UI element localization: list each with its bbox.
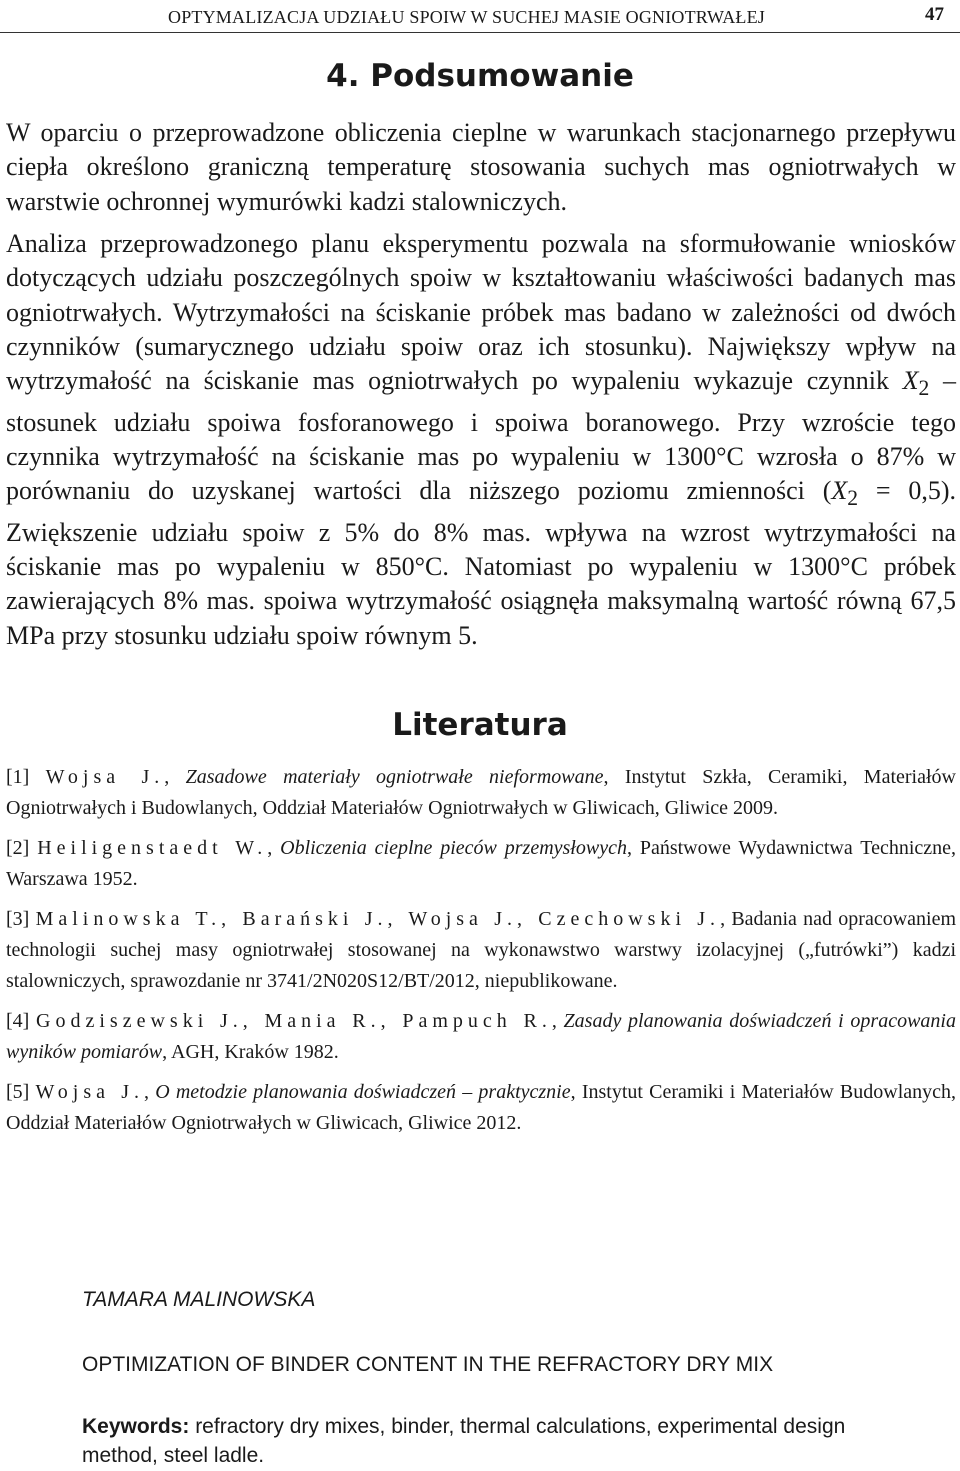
summary-paragraph-2 — [6, 227, 956, 653]
reference-separator: , — [164, 766, 186, 788]
keywords — [82, 1412, 902, 1470]
reference-title: Zasady planowania doświadczeń i opracowania wyników pomiarów — [6, 1010, 956, 1063]
reference-title: Obliczenia cieplne pieców przemysłowych — [280, 837, 627, 859]
reference-separator: , — [267, 837, 281, 859]
reference-separator: , — [551, 1010, 564, 1032]
summary-paragraph-1: W oparciu o przeprowadzone obliczenia cieplne w warunkach stacjonarnego przepływu ciepła określono graniczną temperaturę stosowania suchych mas ogniotrwałych w warstwie ochronnej wymurówki kadzi stalowniczych. — [6, 118, 956, 216]
reference-list — [6, 762, 956, 1148]
reference-item — [6, 904, 956, 997]
english-title: OPTIMIZATION OF BINDER CONTENT IN THE REFRACTORY DRY MIX — [82, 1353, 774, 1376]
reference-authors: Godziszewski J., Mania R., Pampuch R. — [36, 1010, 552, 1032]
reference-authors: Wojsa J. — [45, 766, 165, 788]
reference-details: , Instytut Szkła, Ceramiki, Materiałów Ogniotrwałych i Budowlanych, Oddział Materiałów Ogniotrwałych w Gliwicach, Gliwice 2009. — [6, 766, 956, 819]
page-number: 47 — [925, 4, 944, 25]
reference-number: [3] — [6, 908, 36, 930]
english-author: TAMARA MALINOWSKA — [82, 1288, 316, 1311]
reference-authors: Malinowska T., Barański J., Wojsa J., Czechowski J. — [35, 908, 721, 930]
section-heading-summary: 4. Podsumowanie — [326, 58, 634, 94]
reference-item — [6, 833, 956, 895]
paragraph-text: – stosunek udziału spoiwa fosforanowego i spoiwa boranowego. Przy wzroście tego czynnika wytrzymałość na ściskanie mas po wypaleniu w 1300°C wzrosła o 87% w porównaniu do uzyskanej wartości dla niższego poziomu zmienności ( — [6, 366, 957, 506]
reference-separator: , — [144, 1081, 156, 1103]
reference-number: [5] — [6, 1081, 36, 1103]
reference-separator: , — [720, 908, 732, 930]
reference-authors: Heiligenstaedt W. — [37, 837, 268, 859]
reference-title: O metodzie planowania doświadczeń – praktycznie — [155, 1081, 571, 1103]
running-title: OPTYMALIZACJA UDZIAŁU SPOIW W SUCHEJ MASIE OGNIOTRWAŁEJ — [168, 7, 766, 27]
subscript: 2 — [918, 376, 930, 401]
reference-details: Badania nad opracowaniem technologii suchej masy ogniotrwałej stosowanej na wykonawstwo warstwy izolacyjnej („futrówki”) kadzi stalowniczych, sprawozdanie nr 3741/2N020S12/BT/2012, niepublikowane. — [6, 908, 957, 992]
keywords-text: refractory dry mixes, binder, thermal calculations, experimental design method, steel ladle. — [82, 1415, 846, 1467]
reference-authors: Wojsa J. — [35, 1081, 145, 1103]
reference-number: [2] — [6, 837, 38, 859]
keywords-label: Keywords: — [82, 1415, 190, 1438]
reference-title: Zasadowe materiały ogniotrwałe nieformowane — [185, 766, 604, 788]
reference-item — [6, 762, 956, 824]
subscript: 2 — [847, 486, 859, 511]
reference-number: [1] — [6, 766, 46, 788]
paragraph-text: Analiza przeprowadzonego planu eksperymentu pozwala na sformułowanie wniosków dotyczących udziału poszczególnych spoiw w kształtowaniu właściwości badanych mas ogniotrwałych. Wytrzymałości na ściskanie próbek mas badano w zależności od dwóch czynników (sumarycznego udziału spoiw oraz ich stosunku). Największy wpływ na wytrzymałość na ściskanie mas ogniotrwałych po wypaleniu wykazuje czynnik — [6, 229, 956, 396]
reference-item — [6, 1006, 956, 1068]
paragraph-text: = 0,5). Zwiększenie udziału spoiw z 5% do 8% mas. wpływa na wzrost wytrzymałości na ściskanie mas po wypaleniu w 850°C. Natomiast po wypaleniu w 1300°C próbek zawierających 8% mas. spoiwa wytrzymałość osiągnęła maksymalną wartość równą 67,5 MPa przy stosunku udziału spoiw równym 5. — [6, 476, 956, 650]
running-header — [0, 4, 960, 33]
reference-item — [6, 1077, 956, 1139]
section-heading-literature: Literatura — [392, 707, 568, 743]
reference-details: , AGH, Kraków 1982. — [162, 1041, 339, 1063]
variable-x: X — [902, 366, 919, 396]
reference-details: , Instytut Ceramiki i Materiałów Budowlanych, Oddział Materiałów Ogniotrwałych w Gliwicach, Gliwice 2012. — [6, 1081, 957, 1134]
reference-number: [4] — [6, 1010, 37, 1032]
reference-details: , Państwowe Wydawnictwa Techniczne, Warszawa 1952. — [6, 837, 957, 890]
variable-x: X — [831, 476, 848, 506]
